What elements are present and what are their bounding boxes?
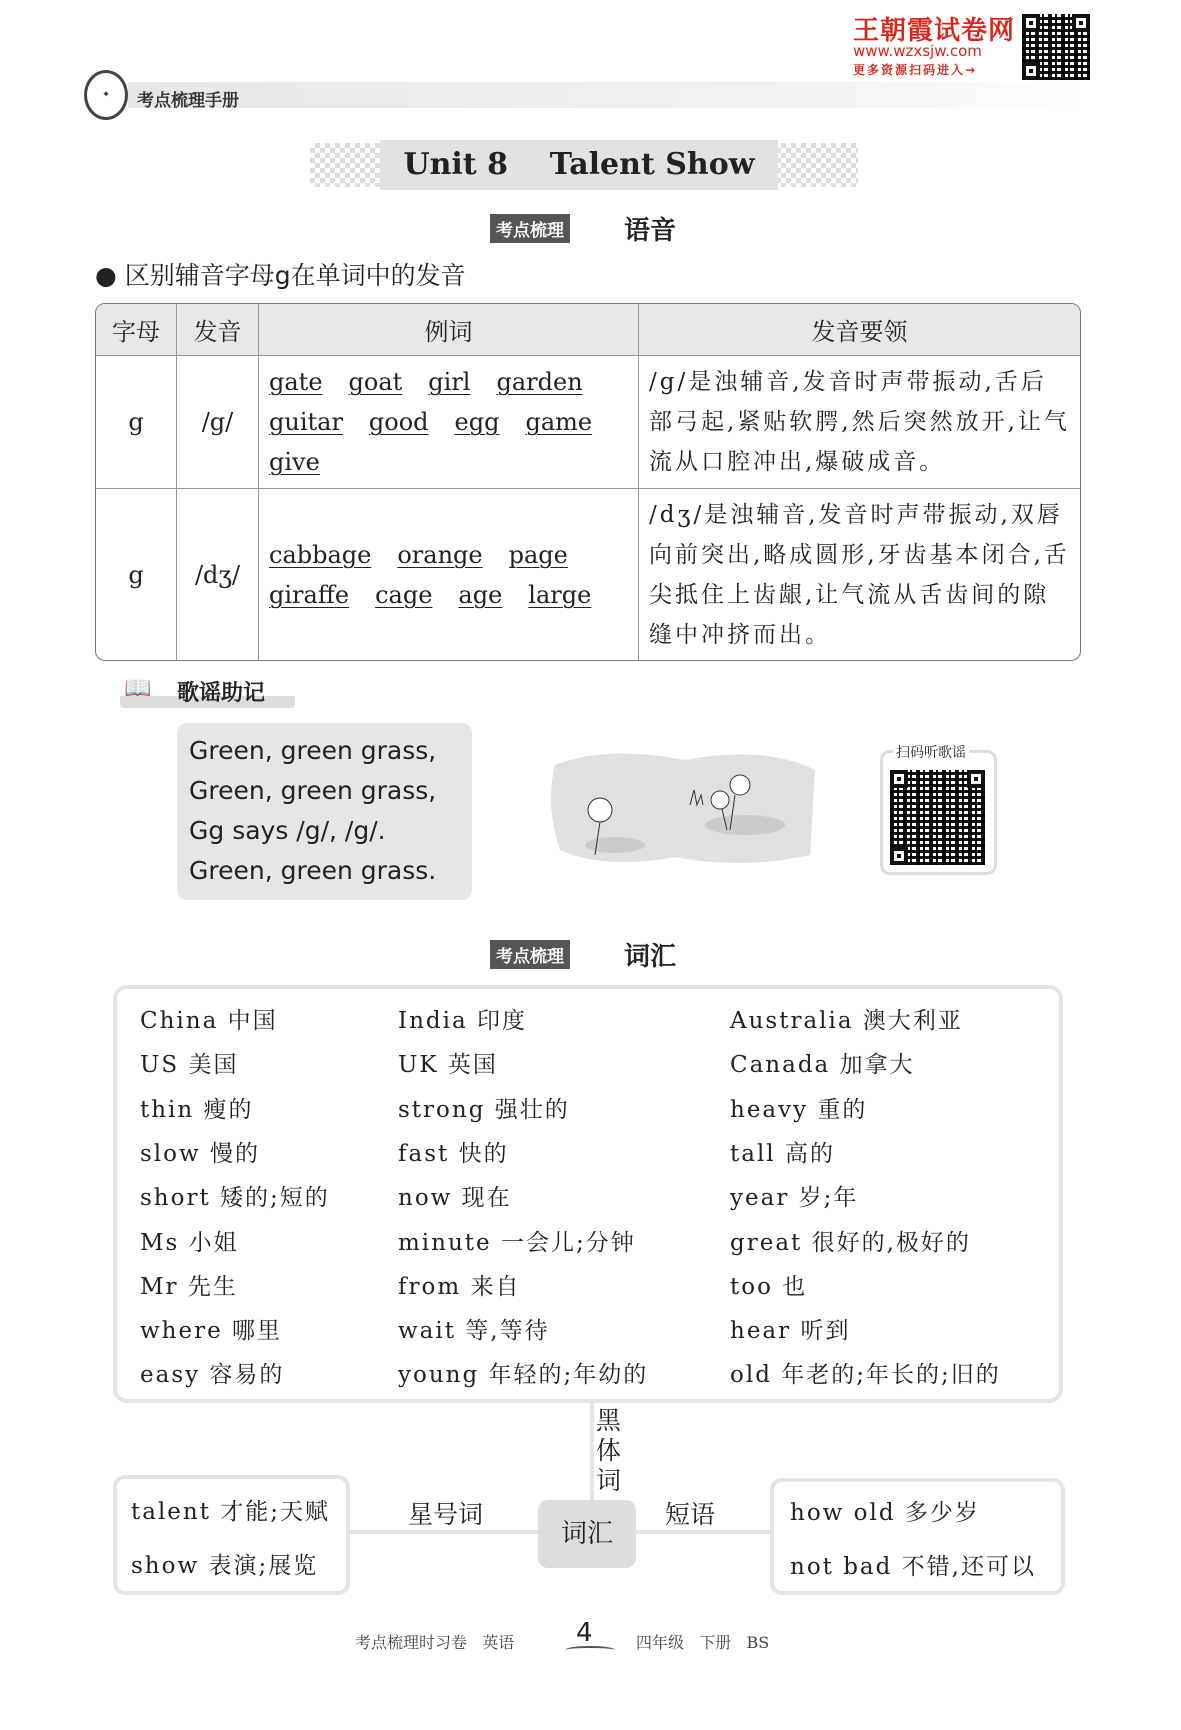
- vocab-item: now 现在: [398, 1185, 512, 1212]
- vocab-item: year 岁;年: [730, 1185, 859, 1212]
- section-title-vocab: 词汇: [624, 942, 677, 972]
- handbook-title: 考点梳理手册: [137, 91, 239, 111]
- word: good: [368, 408, 429, 436]
- word: giraffe: [269, 580, 350, 609]
- section-tag: 考点梳理: [490, 940, 570, 969]
- vocab-item: easy 容易的: [140, 1362, 285, 1389]
- section-tag: 考点梳理: [490, 214, 570, 243]
- phrase: how old 多少岁: [790, 1500, 980, 1526]
- vocab-item: UK 英国: [398, 1052, 498, 1079]
- logo-icon: ✦: [84, 70, 128, 120]
- lyric-line: Gg says /g/, /g/.: [189, 816, 386, 845]
- col-header: 例词: [259, 304, 639, 356]
- vocab-item: slow 慢的: [140, 1140, 261, 1167]
- vocab-item: where 哪里: [140, 1318, 283, 1345]
- brand-name: 王朝霞试卷网: [853, 16, 1016, 46]
- vocab-item: wait 等,等待: [398, 1318, 550, 1345]
- bullet-text: 区别辅音字母g在单词中的发音: [124, 261, 466, 290]
- starred-word: talent 才能;天赋: [131, 1499, 331, 1525]
- page-number: 4: [576, 1618, 593, 1648]
- starred-words-label: 星号词: [408, 1500, 484, 1529]
- table-row: [96, 489, 1080, 660]
- lyric-line: Green, green grass,: [189, 776, 437, 805]
- unit-title: Unit 8 Talent Show: [380, 140, 778, 190]
- word: garden: [496, 368, 583, 396]
- sound-cell: /dʒ/: [177, 489, 259, 660]
- vocab-item: heavy 重的: [730, 1096, 868, 1123]
- word: gate: [269, 368, 323, 396]
- table-row: [96, 356, 1080, 489]
- example-words: [259, 489, 639, 660]
- header-band: [128, 82, 1088, 108]
- word: cage: [375, 580, 433, 609]
- qr-code-icon[interactable]: [1022, 14, 1090, 80]
- chant-qr-code-icon[interactable]: [890, 770, 985, 865]
- starred-word: show 表演;展览: [131, 1553, 319, 1579]
- tip-cell: /dʒ/是浊辅音,发音时声带振动,双唇向前突出,略成圆形,牙齿基本闭合,舌尖抵住上齿龈,让气流从舌齿间的隙缝中冲挤而出。: [649, 501, 1070, 648]
- vocab-item: strong 强壮的: [398, 1096, 570, 1123]
- word: girl: [428, 368, 471, 396]
- word: guitar: [269, 408, 343, 436]
- sound-cell: /g/: [177, 356, 259, 489]
- phonics-bullet: ● 区别辅音字母g在单词中的发音: [95, 261, 466, 290]
- word: cabbage: [269, 540, 372, 569]
- letter-cell: g: [96, 489, 177, 660]
- word: goat: [348, 368, 403, 396]
- book-curve-icon: [565, 1646, 615, 1654]
- brand-url[interactable]: www.wzxsjw.com: [853, 42, 982, 60]
- bold-words-label: 黑体词: [596, 1406, 622, 1495]
- vocab-item: Ms 小姐: [140, 1229, 239, 1256]
- vocab-item: Mr 先生: [140, 1273, 238, 1300]
- col-header: 发音要领: [639, 304, 1080, 356]
- phrases-label: 短语: [665, 1500, 716, 1529]
- vocab-item: great 很好的,极好的: [730, 1229, 971, 1256]
- brand-more: 更多资源扫码进入→: [853, 63, 978, 77]
- word: age: [458, 580, 503, 609]
- lyric-line: Green, green grass,: [189, 736, 437, 765]
- checker-decoration: [310, 143, 382, 187]
- phonics-table: [95, 303, 1081, 661]
- vocab-item: US 美国: [140, 1052, 239, 1079]
- connector-line: [590, 1400, 594, 1500]
- vocab-item: hear 听到: [730, 1318, 851, 1345]
- vocab-item: too 也: [730, 1273, 808, 1300]
- vocab-item: China 中国: [140, 1008, 278, 1034]
- vocab-item: short 矮的;短的: [140, 1185, 330, 1212]
- phrases-box: [770, 1478, 1065, 1595]
- word: large: [528, 580, 592, 609]
- vocab-item: young 年轻的;年幼的: [398, 1362, 649, 1389]
- word: give: [269, 448, 320, 476]
- vocab-item: India 印度: [398, 1008, 528, 1034]
- tip-cell: /g/是浊辅音,发音时声带振动,舌后部弓起,紧贴软腭,然后突然放开,让气流从口腔冲出,爆破成音。: [639, 356, 1080, 489]
- letter-cell: g: [96, 356, 177, 489]
- chant-heading: 歌谣助记: [177, 681, 266, 706]
- starred-words-box: [113, 1475, 350, 1595]
- example-words: [259, 356, 639, 489]
- footer-left: 考点梳理时习卷 英语: [355, 1633, 515, 1652]
- vocab-item: old 年老的;年长的;旧的: [730, 1362, 1001, 1389]
- vocab-item: Canada 加拿大: [730, 1052, 915, 1079]
- chant-qr-label: 扫码听歌谣: [893, 742, 969, 762]
- word: orange: [397, 540, 483, 569]
- vocab-item: tall 高的: [730, 1140, 835, 1167]
- vocab-item: thin 瘦的: [140, 1096, 254, 1123]
- word: page: [508, 540, 568, 569]
- col-header: 字母: [96, 304, 177, 356]
- vocab-item: minute 一会儿;分钟: [398, 1229, 636, 1256]
- vocab-center-node: 词汇: [538, 1500, 636, 1568]
- footer-right: 四年级 下册 BS: [636, 1633, 770, 1652]
- vocab-item: Australia 澳大利亚: [730, 1008, 963, 1034]
- lyric-line: Green, green grass.: [189, 856, 437, 885]
- grass-flowers-illustration: [545, 745, 820, 870]
- vocab-item: fast 快的: [398, 1140, 509, 1167]
- section-title-phonics: 语音: [624, 216, 677, 246]
- vocab-item: from 来自: [398, 1273, 521, 1300]
- word: egg: [454, 408, 500, 436]
- book-icon: 📖: [124, 676, 152, 701]
- word: game: [525, 408, 593, 436]
- checker-decoration: [776, 143, 858, 187]
- phrase: not bad 不错,还可以: [790, 1554, 1036, 1580]
- col-header: 发音: [177, 304, 259, 356]
- chant-lyrics: [177, 723, 472, 900]
